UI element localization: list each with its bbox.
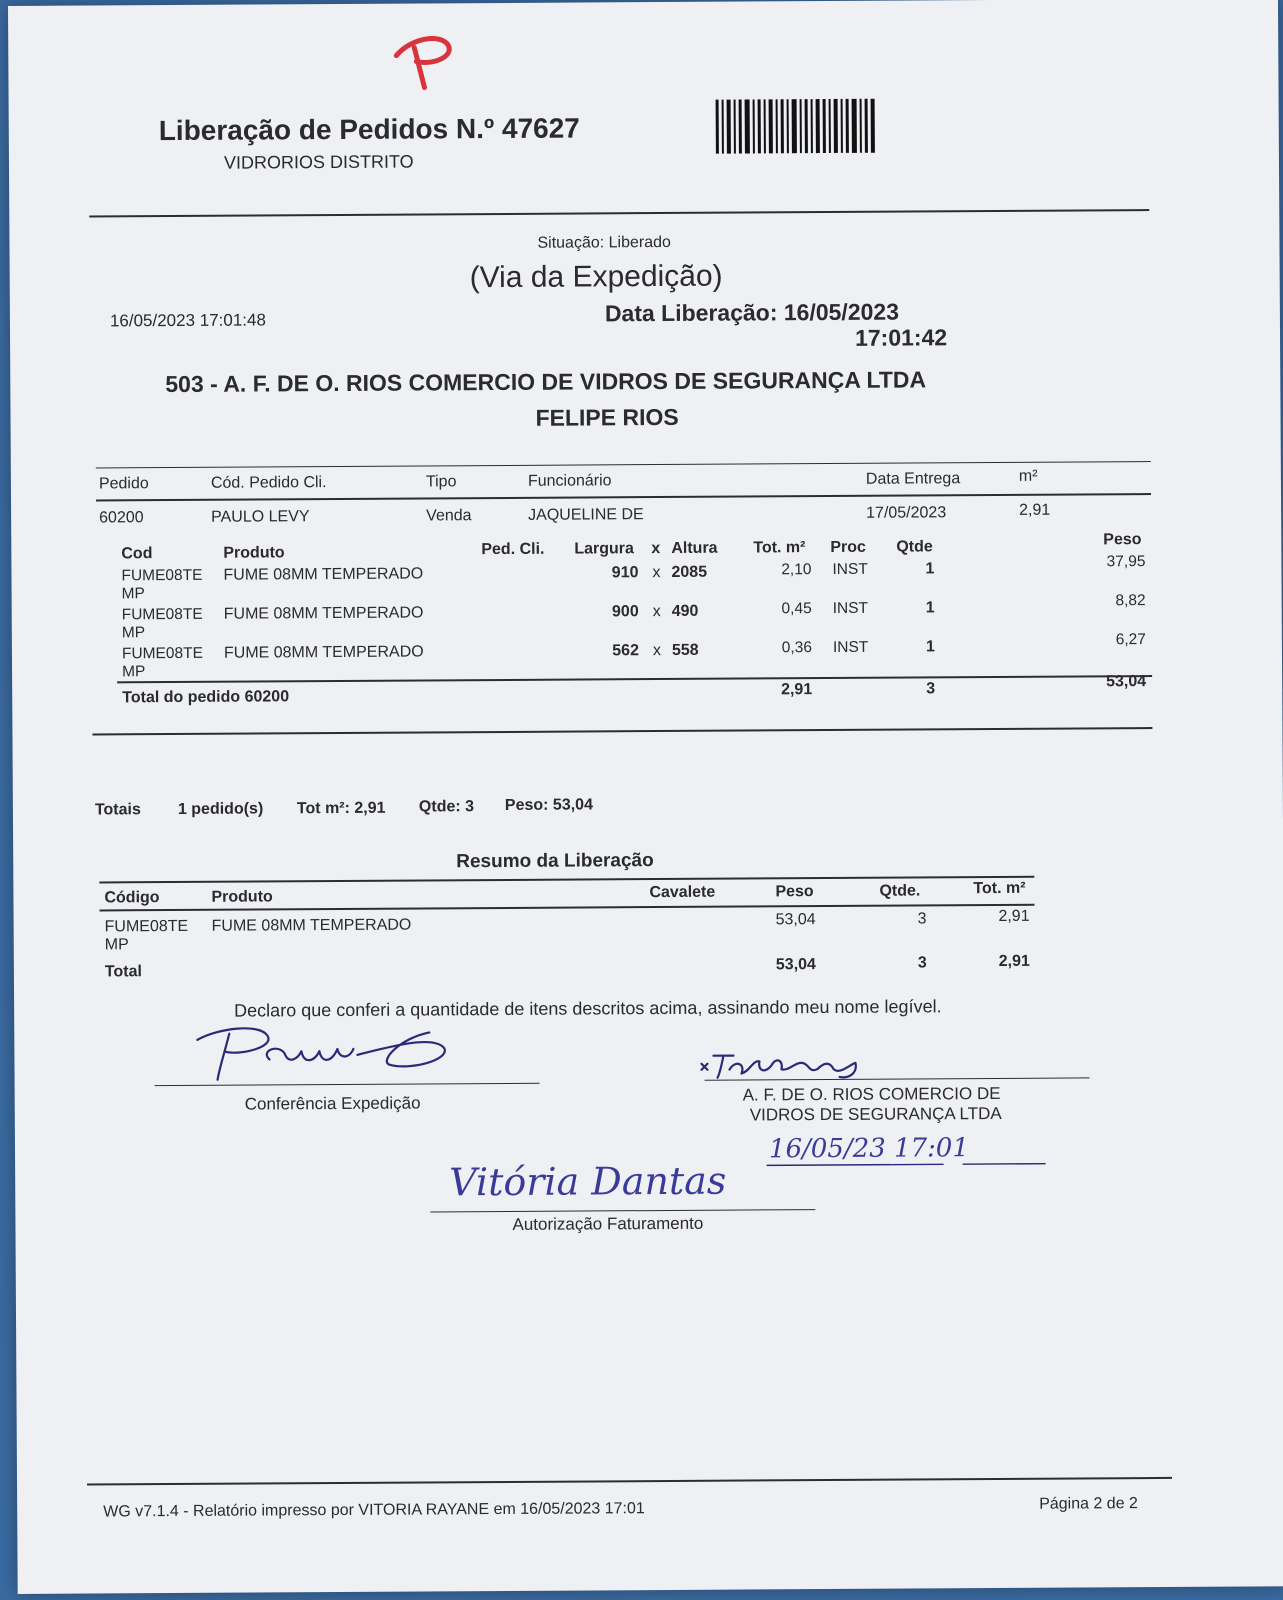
item-qtde: 1 <box>925 560 935 578</box>
item-tot-m2: 0,45 <box>781 600 812 618</box>
order-total-label: Total do pedido 60200 <box>122 688 290 707</box>
item-largura: 562 <box>612 642 640 660</box>
item-largura: 910 <box>611 564 639 582</box>
data-liberacao: Data Liberação: 16/05/2023 <box>604 298 900 327</box>
item-largura: 900 <box>611 603 639 621</box>
item-qtde: 1 <box>925 599 935 617</box>
item-proc: INST <box>832 560 868 578</box>
item-altura: 2085 <box>671 563 708 581</box>
item-cod-cont: MP <box>121 585 145 603</box>
col-qtde: Qtde <box>896 538 933 556</box>
order-tipo: Venda <box>426 507 472 525</box>
item-peso: 8,82 <box>1115 592 1146 610</box>
item-cod-cont: MP <box>121 624 146 642</box>
svg-text:16/05/23 17:01: 16/05/23 17:01 <box>768 1133 970 1165</box>
item-cod-cont: MP <box>122 663 146 681</box>
order-pedido: 60200 <box>99 509 144 527</box>
footer-left-text: WG v7.1.4 - Relatório impresso por VITORIA RAYANE em 16/05/2023 17:01 <box>103 1500 645 1521</box>
item-tot-m2: 2,10 <box>781 561 812 579</box>
resumo-col-produto: Produto <box>211 888 273 906</box>
col-data-entrega: Data Entrega <box>865 470 961 488</box>
resumo-peso: 53,04 <box>775 911 816 929</box>
col-largura: Largura <box>574 540 634 558</box>
divider <box>92 727 1152 735</box>
divider <box>87 1477 1172 1486</box>
company-name: VIDRORIOS DISTRITO <box>223 151 414 173</box>
divider <box>89 209 1149 217</box>
resumo-col-peso: Peso <box>775 883 814 901</box>
resumo-col-tot-m2: Tot. m² <box>973 879 1026 898</box>
totais-tot-m2: Tot m²: 2,91 <box>296 799 386 818</box>
resumo-col-cavalete: Cavalete <box>649 883 716 902</box>
order-cod-cli: PAULO LEVY <box>211 508 310 526</box>
order-funcionario: JAQUELINE DE <box>528 506 644 524</box>
conferencia-label: Conferência Expedição <box>244 1093 421 1114</box>
item-tot-m2: 0,36 <box>781 639 812 657</box>
resumo-qtde: 3 <box>917 910 927 928</box>
col-x: x <box>651 540 661 558</box>
item-altura: 558 <box>671 641 699 659</box>
resumo-total-qtde: 3 <box>917 954 927 972</box>
item-peso: 37,95 <box>1106 553 1146 571</box>
resumo-produto: FUME 08MM TEMPERADO <box>211 916 412 935</box>
resumo-col-codigo: Código <box>104 889 160 907</box>
document-title: Liberação de Pedidos N.º 47627 <box>158 112 580 147</box>
printed-datetime: 16/05/2023 17:01:48 <box>109 310 266 331</box>
item-cod: FUME08TE <box>121 605 203 624</box>
red-p-mark <box>386 25 466 95</box>
item-proc: INST <box>832 599 869 617</box>
order-total-m2: 2,91 <box>780 681 813 699</box>
client-signature <box>699 1041 869 1082</box>
order-total-qtde: 3 <box>926 680 936 698</box>
item-produto: FUME 08MM TEMPERADO <box>223 604 424 623</box>
col-cod-pedido-cli: Cód. Pedido Cli. <box>210 474 327 492</box>
item-cod: FUME08TE <box>121 566 203 585</box>
col-tot-m2: Tot. m² <box>753 539 806 557</box>
item-cod: FUME08TE <box>121 644 203 663</box>
resumo-total-peso: 53,04 <box>775 956 816 974</box>
barcode-image <box>716 99 878 154</box>
col-proc: Proc <box>830 538 866 556</box>
resumo-title: Resumo da Liberação <box>456 850 654 873</box>
resumo-codigo-cont: MP <box>104 936 129 954</box>
item-produto: FUME 08MM TEMPERADO <box>223 643 424 662</box>
col-tipo: Tipo <box>425 473 457 491</box>
item-proc: INST <box>832 638 869 656</box>
totais-peso: Peso: 53,04 <box>504 796 594 814</box>
col-peso: Peso <box>1103 531 1142 549</box>
client-name-line2: VIDROS DE SEGURANÇA LTDA <box>749 1103 1002 1125</box>
totais-label: Totais <box>94 801 141 819</box>
item-x: x <box>652 603 661 621</box>
col-cod: Cod <box>121 545 153 563</box>
document-page <box>8 0 1283 1594</box>
client-name-line1: A. F. DE O. RIOS COMERCIO DE <box>742 1083 1001 1105</box>
faturamento-signature <box>445 1149 755 1211</box>
totais-pedidos: 1 pedido(s) <box>177 800 264 818</box>
data-liberacao-time: 17:01:42 <box>854 324 948 351</box>
divider <box>117 675 1152 683</box>
resumo-total-label: Total <box>104 963 142 981</box>
item-x: x <box>652 642 662 660</box>
item-peso: 6,27 <box>1115 631 1146 649</box>
via-text: (Via da Expedição) <box>469 259 723 295</box>
order-data-entrega: 17/05/2023 <box>866 504 947 522</box>
conferencia-signature <box>189 1018 469 1090</box>
resumo-col-qtde: Qtde. <box>879 882 921 900</box>
col-m2: m² <box>1018 467 1038 485</box>
col-funcionario: Funcionário <box>527 472 612 490</box>
item-qtde: 1 <box>925 638 935 656</box>
faturamento-label: Autorização Faturamento <box>512 1213 704 1234</box>
item-produto: FUME 08MM TEMPERADO <box>223 565 424 584</box>
divider <box>96 493 1151 501</box>
order-total-peso: 53,04 <box>1106 673 1147 691</box>
col-altura: Altura <box>671 539 718 557</box>
page-number: Página 2 de 2 <box>1039 1495 1138 1513</box>
client-name: 503 - A. F. DE O. RIOS COMERCIO DE VIDROS DE SEGURANÇA LTDA <box>165 366 927 398</box>
col-ped-cli: Ped. Cli. <box>481 540 545 559</box>
col-pedido: Pedido <box>98 475 149 493</box>
col-produto: Produto <box>223 544 285 562</box>
item-altura: 490 <box>671 602 699 620</box>
situacao-text: Situação: Liberado <box>537 233 671 252</box>
divider <box>96 461 1151 468</box>
client-contact: FELIPE RIOS <box>535 403 679 431</box>
svg-text:Vitória Dantas: Vitória Dantas <box>449 1158 727 1205</box>
resumo-tot-m2: 2,91 <box>998 907 1030 925</box>
resumo-codigo: FUME08TE <box>104 917 189 936</box>
handwritten-date <box>765 1128 1055 1170</box>
item-x: x <box>652 564 661 582</box>
declaration-text: Declaro que conferi a quantidade de itens descritos acima, assinando meu nome legível. <box>234 996 942 1021</box>
resumo-total-tot-m2: 2,91 <box>998 952 1030 970</box>
order-m2: 2,91 <box>1019 501 1051 519</box>
totais-qtde: Qtde: 3 <box>418 798 475 816</box>
